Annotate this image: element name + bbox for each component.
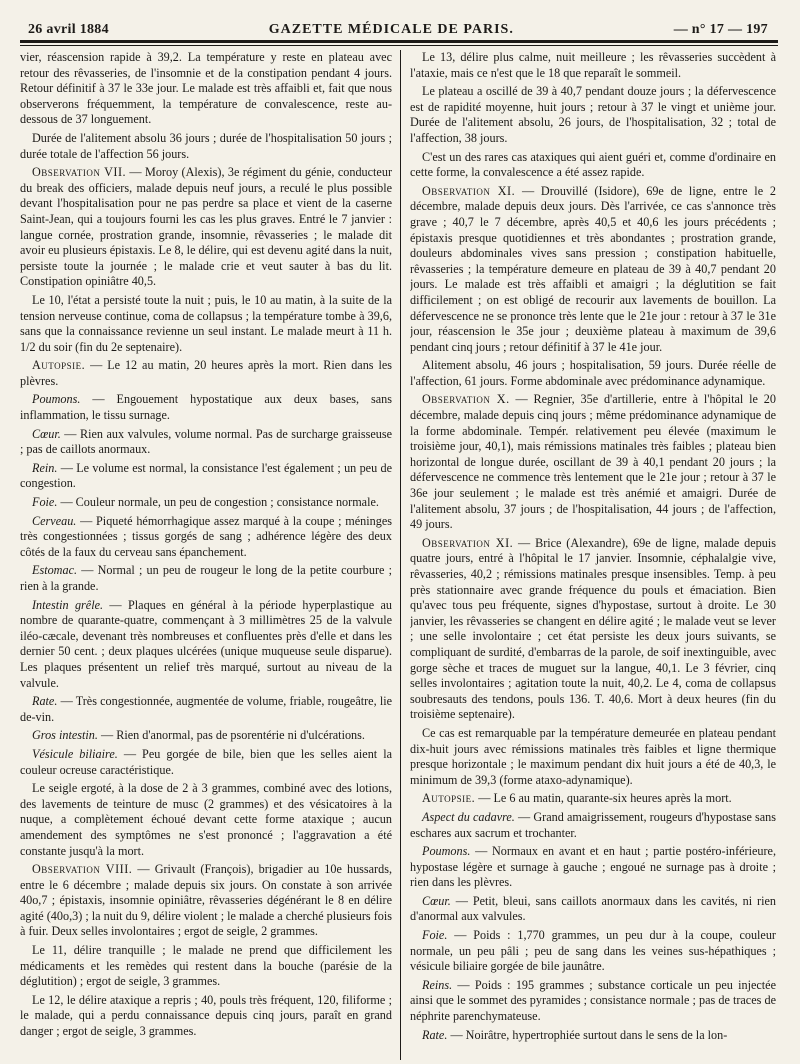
paragraph xyxy=(20,461,392,492)
paragraph-lead: Cœur. xyxy=(422,893,451,908)
paragraph-text: — Plaques en général à la période hyperplastique au nombre de quarante-quatre, commençant à 3 millimètres 25 de la valvule iléo-cæcale, devenant très nombreuses et confluentes près d'elle et dans les dernier 50 cent. ; deux plaques ulcérées (unique muqueuse seule disparue). Les plaques présentent un relief très marqué, surtout au niveau de la valvule. xyxy=(20,597,392,690)
paragraph xyxy=(20,50,392,128)
paragraph-text: Alitement absolu, 46 jours ; hospitalisation, 59 jours. Durée réelle de l'affection, 61 jours. Forme abdominale avec prédominance adynamique. xyxy=(410,358,776,388)
paragraph-lead: Estomac. xyxy=(32,563,78,578)
paragraph-lead: Aspect du cadavre. xyxy=(422,809,515,824)
paragraph-text: — Le volume est normal, la consistance l'est également ; un peu de congestion. xyxy=(20,460,392,491)
paragraph-text: Durée de l'alitement absolu 36 jours ; durée de l'hospitalisation 50 jours ; durée totale de l'affection 56 jours. xyxy=(20,130,392,161)
paragraph-text: — Piqueté hémorrhagique assez marqué à la coupe ; méninges très congestionnées ; tissus gorgés de sang ; adhérence légère des deux côtés de la faux du cerveau sans épanchement. xyxy=(20,513,392,559)
paragraph xyxy=(410,1028,776,1044)
paragraph-lead: Observation X. xyxy=(422,392,510,407)
paragraph-text: — Normaux en avant et en haut ; partie postéro-inférieure, hypostase légère et surnage à gauche ; engoué ne surnage pas à droite ; rien dans les plèvres. xyxy=(410,844,776,890)
paragraph-text: — Normal ; un peu de rougeur le long de la petite courbure ; rien à la grande. xyxy=(20,563,392,593)
paragraph-text: — Drouvillé (Isidore), 69e de ligne, entre le 2 décembre, malade depuis deux jours. Dès l'arrivée, ce cas s'annonce très grave ; 40,7 le 7 décembre, après 40,5 et 40,6 les jours précédents ; épistaxis presque quotidiennes et très abondantes ; prostration grande, douleurs abdominales vives sans pression ; constipation habituelle, rêvasseries ; la température demeure en plateau de 39 à 40,7 pendant 20 jours. Le malade est très affaibli et amaigri ; la déglutition se fait difficilement ; on est obligé de recourir aux lavements de bouillon. La défervescence ne se prononce très lente que le 21e jour : retour à 37 le 31e jour, réascension le 35e jour ; deuxième plateau à maximum de 39,6 pendant cinq jours ; retour définitif à 37 le 41e jour. xyxy=(410,183,776,354)
paragraph xyxy=(20,747,392,778)
paragraph-lead: Rate. xyxy=(32,694,58,709)
paragraph-text: — Brice (Alexandre), 69e de ligne, malade depuis quatre jours, entré à l'hôpital le 17 janvier. Insomnie, céphalalgie vive, rêvasseries, 40,2 ; rémissions matinales presque insensibles. Temp. à peu près stationnaire avec grande fréquence du pouls et émaciation. Bien qu'avec tous peu fréquente, signes d'hypostase, surtout à droite. Le 30 janvier, les rêvasseries se changent en délire agité ; le malade veut se lever ; une selle involontaire ; cet état persiste les deux jours suivants, se compliquant de surdité, d'embarras de la parole, de soif inextinguible, avec gorge sèche et traces de muguet sur la langue, 40,1. Le 3 février, cinq selles involontaires ; agitation toute la nuit, 40,2. Le 4, coma de collapsus soubresauts des tendons, pouls 136. T. 40,6. Mort à deux heures (fin du troisième septenaire). xyxy=(410,535,776,722)
header-issue: — n° 17 — 197 xyxy=(673,22,768,37)
header-date: 26 avril 1884 xyxy=(28,22,109,37)
paragraph xyxy=(20,943,392,990)
paragraph-lead: Observation XI. xyxy=(422,183,516,198)
paragraph xyxy=(410,536,776,723)
page-header xyxy=(28,12,768,38)
paragraph xyxy=(20,131,392,162)
paragraph-lead: Autopsie. xyxy=(422,791,476,806)
paragraph-lead: Foie. xyxy=(32,495,58,510)
paragraph-lead: Observation XI. xyxy=(422,535,514,550)
paragraph xyxy=(410,791,776,807)
paragraph-text: Le 12, le délire ataxique a repris ; 40, pouls très fréquent, 120, filiforme ; le malade, qui a perdu connaissance depuis cinq jours, paraît en grand danger ; ergot de seigle, 3 grammes. xyxy=(20,992,392,1039)
paragraph-text: — Couleur normale, un peu de congestion ; consistance normale. xyxy=(57,495,379,510)
paragraph-text: — Poids : 195 grammes ; substance corticale un peu injectée ainsi que le sommet des pyramides ; consistance normale ; pas de traces de néphrite parenchymateuse. xyxy=(410,977,776,1024)
paragraph xyxy=(20,598,392,692)
paragraph-lead: Gros intestin. xyxy=(32,728,98,743)
paragraph xyxy=(410,928,776,975)
paragraph xyxy=(20,993,392,1040)
paragraph xyxy=(410,392,776,532)
paragraph-lead: Poumons. xyxy=(32,392,81,407)
paragraph-lead: Cœur. xyxy=(32,426,61,441)
paragraph xyxy=(410,50,776,81)
header-rule-thin xyxy=(20,45,778,46)
column-divider xyxy=(400,50,401,1060)
paragraph-lead: Cerveau. xyxy=(32,513,77,528)
paragraph xyxy=(20,392,392,423)
paragraph xyxy=(410,726,776,788)
paragraph-lead: Observation VIII. xyxy=(32,862,133,877)
paragraph-lead: Intestin grêle. xyxy=(32,597,104,612)
paragraph xyxy=(410,978,776,1025)
paragraph xyxy=(20,728,392,744)
paragraph-text: — Grand amaigrissement, rougeurs d'hypostase sans eschares aux sacrum et trochanter. xyxy=(410,809,776,840)
paragraph-text: Le 10, l'état a persisté toute la nuit ; puis, le 10 au matin, à la suite de la tension nerveuse continue, coma de collapsus ; la température tombe à 39,6, sans que la connaissance revienne un seul instant. Le malade meurt à 11 h. 1/2 du soir (fin du 2e septenaire). xyxy=(20,292,392,354)
paragraph-text: — Le 12 au matin, 20 heures après la mort. Rien dans les plèvres. xyxy=(20,358,392,388)
paragraph-text: — Poids : 1,770 grammes, un peu dur à la coupe, couleur normale, un peu pâli ; peu de sang dans les veines sus-hépathiques ; vésicule biliaire gorgée de bile jaunâtre. xyxy=(410,928,776,974)
paragraph xyxy=(410,894,776,925)
paragraph-lead: Foie. xyxy=(422,928,448,943)
left-column xyxy=(20,50,392,1060)
paragraph-text: — Très congestionnée, augmentée de volume, friable, rougeâtre, lie de-vin. xyxy=(20,694,392,724)
paragraph xyxy=(410,184,776,356)
paragraph xyxy=(410,358,776,389)
paragraph-text: Le seigle ergoté, à la dose de 2 à 3 grammes, combiné avec des lotions, des lavements de teinture de musc (2 grammes) et des vésicatoires à la nuque, a complètement échoué devant cette forme ataxique ; aucun amendement des symptômes ne s'est prononcé ; l'aggravation a été constante jusqu'à la mort. xyxy=(20,781,392,858)
paragraph-text: — Peu gorgée de bile, bien que les selles aient la couleur ocreuse caractéristique. xyxy=(20,746,392,777)
paragraph-text: — Rien aux valvules, volume normal. Pas de surcharge graisseuse ; pas de caillots anormaux. xyxy=(20,426,392,457)
paragraph-text: vier, réascension rapide à 39,2. La température y reste en plateau avec retour des rêvasseries, de l'insomnie et de la constipation pendant 4 jours. Retour définitif à 37 le 33e jour. Le malade est très affaibli et, fait que nous observerons fréquemment, la température de convalescence, reste au-dessous de 37 longuement. xyxy=(20,50,392,127)
right-column xyxy=(410,50,776,1060)
paragraph-lead: Observation VII. xyxy=(32,165,127,180)
paragraph xyxy=(20,495,392,511)
paragraph xyxy=(20,358,392,389)
paragraph-text: — Noirâtre, hypertrophiée surtout dans le sens de la lon- xyxy=(447,1027,728,1042)
paragraph-text: — Grivault (François), brigadier au 10e hussards, entre le 6 décembre ; malade depuis six jours. On constate à son arrivée 40o,7 ; épistaxis, insomnie opiniâtre, rêvasseries dégénérant le 8 en délire agité (40o,3) ; la nuit du 9, délire violent ; le malade a cherché plusieurs fois à fuir. Deux selles involontaires ; ergot de seigle, 2 grammes. xyxy=(20,862,392,939)
paragraph-lead: Rate. xyxy=(422,1027,448,1042)
paragraph-lead: Poumons. xyxy=(422,844,471,859)
paragraph-text: Le 11, délire tranquille ; le malade ne prend que difficilement les médicaments et les remèdes qui restent dans la bouche (parésie de la déglutition) ; ergot de seigle, 3 grammes. xyxy=(20,943,392,989)
paragraph xyxy=(410,810,776,841)
paragraph-text: — Moroy (Alexis), 3e régiment du génie, conducteur du break des officiers, malade depuis neuf jours, a reculé le plus possible devant l'hospitalisation pour ne pas perdre sa place et vient de la caserne Saint-Jean, qui a toujours fourni les cas les plus graves. Entré le 7 janvier : langue cornée, prostration grande, insomnie, rêvasseries ; le malade dit avoir eu plusieurs épistaxis. Le 8, le délire, qui est devenu agité dans la nuit, persiste toute la journée ; le malade crie et veut sauter à bas du lit. Constipation opiniâtre 40,5. xyxy=(20,165,392,289)
paragraph xyxy=(20,694,392,725)
paragraph-text: — Petit, bleui, sans caillots anormaux dans les cavités, ni rien d'anormal aux valvules. xyxy=(410,893,776,924)
paragraph xyxy=(20,293,392,355)
paragraph xyxy=(410,84,776,146)
paragraph-lead: Reins. xyxy=(422,977,453,992)
paragraph xyxy=(410,150,776,181)
paragraph-text: Le 13, délire plus calme, nuit meilleure ; les rêvasseries succèdent à l'ataxie, mais ce n'est que le 18 que reparaît le sommeil. xyxy=(410,50,776,80)
header-rule-thick xyxy=(20,40,778,43)
header-title: GAZETTE MÉDICALE DE PARIS. xyxy=(268,22,514,37)
paragraph-text: C'est un des rares cas ataxiques qui aient guéri et, comme d'ordinaire en cette forme, la convalescence a été assez rapide. xyxy=(410,149,776,180)
paragraph xyxy=(20,781,392,859)
paragraph-text: — Le 6 au matin, quarante-six heures après la mort. xyxy=(475,791,732,806)
paragraph xyxy=(20,563,392,594)
paragraph-text: — Rien d'anormal, pas de psorentérie ni d'ulcérations. xyxy=(97,728,365,743)
paragraph-text: Le plateau a oscillé de 39 à 40,7 pendant douze jours ; la défervescence est de rapidité moyenne, huit jours ; retour à 37 le vingt et unième jour. Durée de l'alitement absolu, 26 jours, de l'hospitalisation, 32 ; total de l'affection, 38 jours. xyxy=(410,84,776,145)
paragraph xyxy=(20,862,392,940)
paragraph xyxy=(410,844,776,891)
paragraph-lead: Vésicule biliaire. xyxy=(32,746,118,761)
paragraph-text: — Regnier, 35e d'artillerie, entre à l'hôpital le 20 décembre, malade depuis cinq jours ; même prédominance adynamique de la forme abdominale. Tempér. relativement peu élevée (maximum le troisième jour, 40,1), mais rémissions matinales très faibles ; plateau bien horizontal de longue durée, oscillant de 39 à 40,1 pendant 20 jours ; la défervescence ne commence très lentement que le 21e jour ; retour à 37 le 36e jour seulement ; le malade est très anémié et amaigri. Durée de l'alitement absolu, 37 jours ; de l'hospitalisation, 44 jours ; de l'affection, 49 jours. xyxy=(410,392,776,532)
paragraph xyxy=(20,165,392,290)
paragraph-text: — Engouement hypostatique aux deux bases, sans inflammation, le tissu surnage. xyxy=(20,392,392,423)
paragraph xyxy=(20,427,392,458)
paragraph-lead: Autopsie. xyxy=(32,358,86,373)
paragraph-lead: Rein. xyxy=(32,460,58,475)
paragraph xyxy=(20,514,392,561)
paragraph-text: Ce cas est remarquable par la température demeurée en plateau pendant dix-huit jours avec rémissions matinales très faibles et ligne thermique presque horizontale ; le maximum pendant dix huit jours a été de 40,3, le minimum de 39,3 (forme ataxo-adynamique). xyxy=(410,725,776,787)
